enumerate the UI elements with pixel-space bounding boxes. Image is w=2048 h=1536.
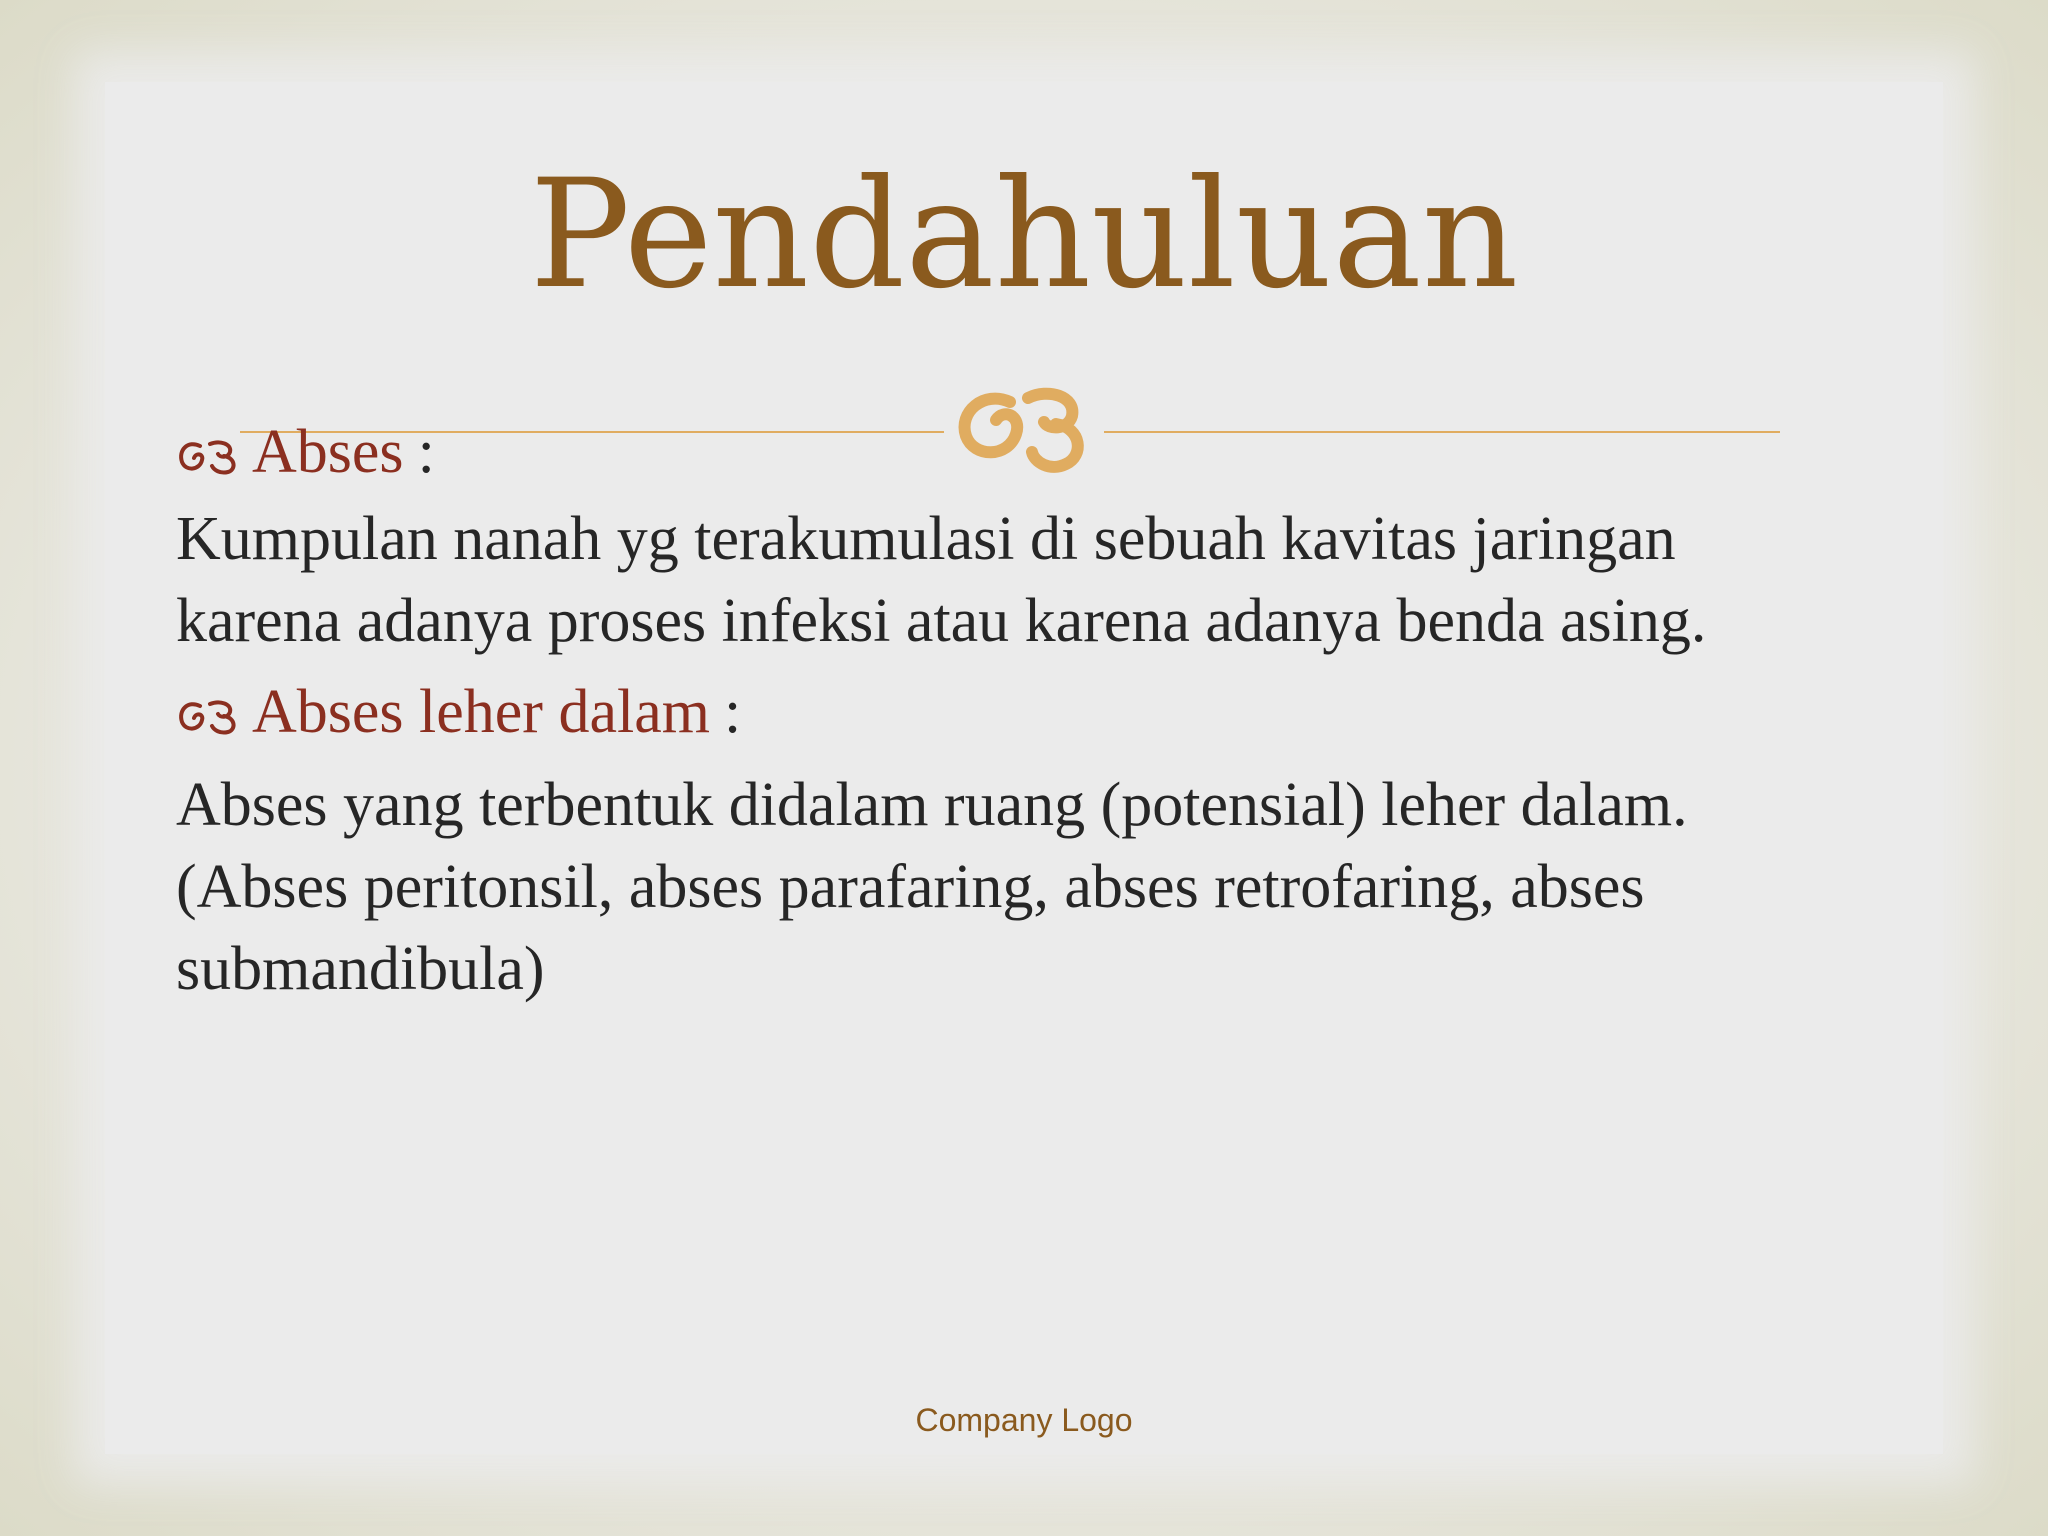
bullet-label: Abses leher dalam xyxy=(252,678,710,746)
bullet-item xyxy=(176,670,1876,754)
curl-bullet-icon xyxy=(176,414,242,454)
curl-bullet-icon xyxy=(176,674,242,714)
bullet-colon: : xyxy=(417,418,435,486)
slide-title: Pendahuluan xyxy=(529,148,1519,322)
company-logo-text: Company Logo xyxy=(915,1402,1133,1438)
slide-body xyxy=(176,410,1876,1014)
bullet-colon: : xyxy=(723,678,742,746)
definition-paragraph: Abses yang terbentuk didalam ruang (potensial) leher dalam. (Abses peritonsil, abses parafaring, abses retrofaring, abses submandibula) xyxy=(176,771,1688,1003)
bullet-item xyxy=(176,410,1876,494)
definition-paragraph: Kumpulan nanah yg terakumulasi di sebuah kavitas jaringan karena adanya proses infeksi atau karena adanya benda asing. xyxy=(176,505,1707,655)
bullet-label: Abses xyxy=(252,418,404,486)
